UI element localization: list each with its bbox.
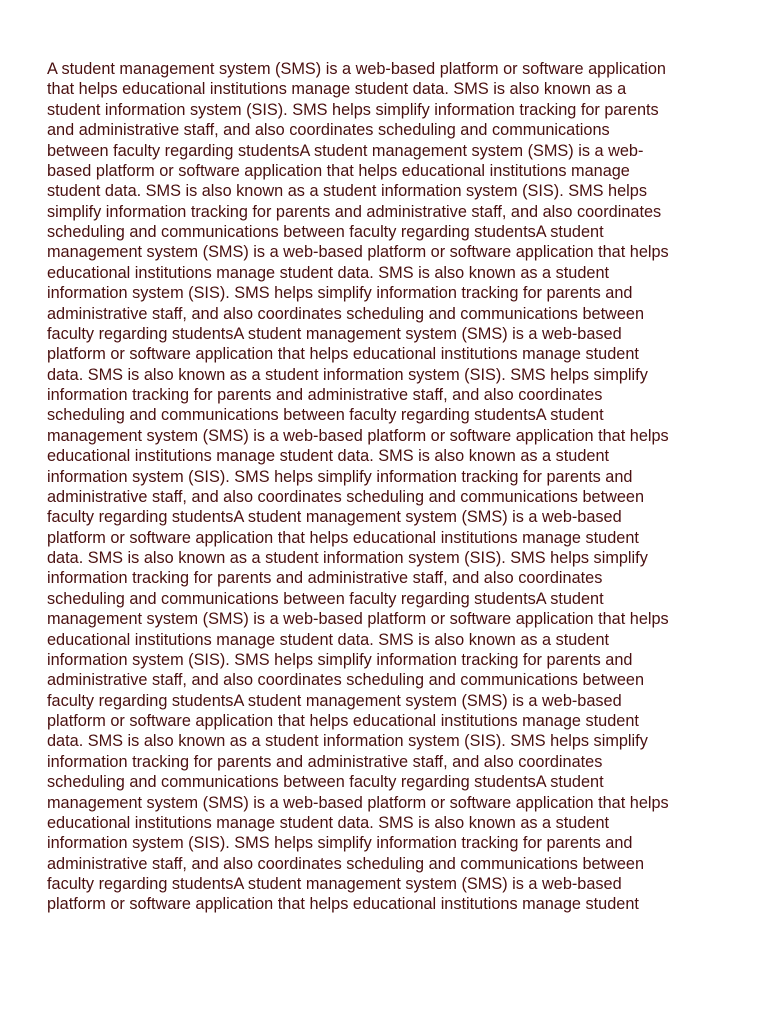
text-line: information system (SIS). SMS helps simplify information tracking for parents and [47, 650, 633, 669]
text-line: information system (SIS). SMS helps simplify information tracking for parents and [47, 467, 633, 486]
text-line: management system (SMS) is a web-based platform or software application that helps [47, 793, 669, 812]
text-line: platform or software application that helps educational institutions manage student [47, 712, 639, 730]
text-line: management system (SMS) is a web-based platform or software application that helps [47, 243, 669, 262]
text-line: scheduling and communications between faculty regarding studentsA student [47, 773, 604, 792]
text-line: educational institutions manage student data. SMS is also known as a student [47, 630, 610, 649]
text-line: administrative staff, and also coordinates scheduling and communications between [47, 487, 645, 506]
text-line: administrative staff, and also coordinates scheduling and communications between [47, 854, 645, 873]
text-line: based platform or software application that helps educational institutions manage [47, 161, 630, 180]
text-line: that helps educational institutions manage student data. SMS is also known as a [47, 80, 627, 99]
text-line: student information system (SIS). SMS helps simplify information tracking for parents [47, 100, 659, 119]
text-line: information system (SIS). SMS helps simplify information tracking for parents and [47, 834, 633, 853]
text-line: management system (SMS) is a web-based platform or software application that helps [47, 610, 669, 629]
text-line: scheduling and communications between faculty regarding studentsA student [47, 589, 604, 608]
text-line: educational institutions manage student data. SMS is also known as a student [47, 263, 610, 282]
text-line: information tracking for parents and administrative staff, and also coordinates [47, 569, 603, 588]
text-line: platform or software application that helps educational institutions manage student [47, 345, 639, 364]
text-line: administrative staff, and also coordinates scheduling and communications between [47, 304, 645, 323]
text-line: platform or software application that helps educational institutions manage student [47, 895, 639, 914]
text-line: information system (SIS). SMS helps simplify information tracking for parents and [47, 284, 633, 303]
text-line: scheduling and communications between faculty regarding studentsA student [47, 406, 604, 425]
text-line: faculty regarding studentsA student management system (SMS) is a web-based [47, 508, 622, 527]
text-line: information tracking for parents and administrative staff, and also coordinates [47, 386, 603, 404]
text-line: administrative staff, and also coordinates scheduling and communications between [47, 671, 645, 690]
text-line: data. SMS is also known as a student information system (SIS). SMS helps simplify [47, 732, 648, 751]
text-line: faculty regarding studentsA student management system (SMS) is a web-based [47, 324, 622, 343]
text-line: between faculty regarding studentsA student management system (SMS) is a web- [47, 141, 644, 160]
text-line: data. SMS is also known as a student information system (SIS). SMS helps simplify [47, 365, 648, 384]
text-line: educational institutions manage student data. SMS is also known as a student [47, 447, 610, 466]
text-line: management system (SMS) is a web-based platform or software application that helps [47, 426, 669, 445]
text-line: platform or software application that helps educational institutions manage student [47, 528, 639, 547]
body-paragraph [47, 59, 727, 915]
text-line: educational institutions manage student data. SMS is also known as a student [47, 813, 610, 832]
text-line: and administrative staff, and also coordinates scheduling and communications [47, 121, 610, 140]
text-line: A student management system (SMS) is a web-based platform or software application [47, 60, 666, 78]
text-line: simplify information tracking for parents and administrative staff, and also coordinates [47, 202, 662, 221]
text-line: scheduling and communications between faculty regarding studentsA student [47, 223, 604, 241]
text-line: faculty regarding studentsA student management system (SMS) is a web-based [47, 875, 622, 893]
text-line: faculty regarding studentsA student management system (SMS) is a web-based [47, 691, 622, 710]
text-line: student data. SMS is also known as a student information system (SIS). SMS helps [47, 182, 647, 201]
text-line: data. SMS is also known as a student information system (SIS). SMS helps simplify [47, 549, 648, 567]
text-line: information tracking for parents and administrative staff, and also coordinates [47, 752, 603, 771]
